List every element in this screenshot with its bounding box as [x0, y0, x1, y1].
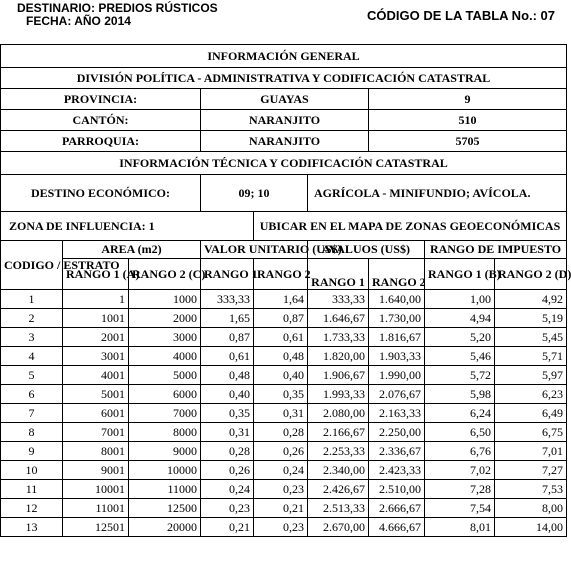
cell-area-r1: 2001 — [63, 328, 129, 347]
cell-area-r2: 3000 — [129, 328, 201, 347]
cell-aval-r1: 1.906,67 — [308, 366, 369, 385]
cell-imp-r1: 6,24 — [425, 404, 495, 423]
table-row — [1, 404, 567, 423]
cell-area-r2: 10000 — [129, 461, 201, 480]
cell-aval-r2: 2.510,00 — [369, 480, 425, 499]
table-row — [1, 347, 567, 366]
tecnica-title: INFORMACIÓN TÉCNICA Y CODIFICACIÓN CATASTRAL — [1, 152, 567, 175]
cell-aval-r2: 1.816,67 — [369, 328, 425, 347]
canton-value: NARANJITO — [201, 110, 369, 131]
col-aval-r1: RANGO 1 — [308, 259, 369, 290]
cell-valor-r2: 0,26 — [254, 442, 308, 461]
cell-codigo: 10 — [1, 461, 63, 480]
col-imp-r2: RANGO 2 (D) — [495, 259, 567, 290]
cell-aval-r2: 2.336,67 — [369, 442, 425, 461]
cell-imp-r1: 4,94 — [425, 309, 495, 328]
cell-valor-r1: 1,65 — [201, 309, 254, 328]
cell-valor-r1: 0,26 — [201, 461, 254, 480]
cell-valor-r1: 0,48 — [201, 366, 254, 385]
cell-area-r2: 9000 — [129, 442, 201, 461]
cell-area-r1: 8001 — [63, 442, 129, 461]
cell-codigo: 9 — [1, 442, 63, 461]
destinario-label: DESTINARIO: PREDIOS RÚSTICOS — [17, 1, 218, 15]
table-row — [1, 499, 567, 518]
col-area-header: AREA (m2) — [63, 241, 201, 259]
parroquia-code: 5705 — [369, 131, 567, 152]
cell-area-r1: 7001 — [63, 423, 129, 442]
cell-aval-r1: 2.080,00 — [308, 404, 369, 423]
cell-aval-r1: 1.733,33 — [308, 328, 369, 347]
table-row — [1, 423, 567, 442]
provincia-label: PROVINCIA: — [1, 89, 201, 110]
cell-imp-r2: 8,00 — [495, 499, 567, 518]
cell-imp-r2: 7,27 — [495, 461, 567, 480]
cell-valor-r1: 0,21 — [201, 518, 254, 537]
cell-codigo: 4 — [1, 347, 63, 366]
cell-imp-r1: 5,20 — [425, 328, 495, 347]
cell-codigo: 7 — [1, 404, 63, 423]
cell-area-r2: 20000 — [129, 518, 201, 537]
cell-imp-r2: 6,75 — [495, 423, 567, 442]
table-row — [1, 328, 567, 347]
cell-area-r2: 1000 — [129, 290, 201, 309]
cell-area-r1: 9001 — [63, 461, 129, 480]
cell-imp-r1: 7,54 — [425, 499, 495, 518]
cell-valor-r1: 0,87 — [201, 328, 254, 347]
cell-valor-r2: 0,35 — [254, 385, 308, 404]
cell-aval-r2: 1.640,00 — [369, 290, 425, 309]
cell-aval-r1: 2.253,33 — [308, 442, 369, 461]
cell-aval-r2: 2.250,00 — [369, 423, 425, 442]
codigo-tabla-label: CÓDIGO DE LA TABLA No.: 07 — [367, 8, 556, 23]
col-codigo-header: CODIGO / ESTRATO — [1, 241, 63, 290]
cell-imp-r1: 1,00 — [425, 290, 495, 309]
mapa-label: UBICAR EN EL MAPA DE ZONAS GEOECONÓMICAS — [254, 212, 567, 241]
cell-aval-r2: 1.990,00 — [369, 366, 425, 385]
cell-valor-r1: 0,61 — [201, 347, 254, 366]
col-aval-r2: RANGO 2 — [369, 259, 425, 290]
col-valor-r1: RANGO 1 — [201, 259, 254, 290]
cell-area-r2: 2000 — [129, 309, 201, 328]
cell-codigo: 12 — [1, 499, 63, 518]
cell-valor-r2: 0,23 — [254, 518, 308, 537]
table-row — [1, 518, 567, 537]
col-area-r2: RANGO 2 (C) — [129, 259, 201, 290]
canton-code: 510 — [369, 110, 567, 131]
cell-aval-r2: 2.163,33 — [369, 404, 425, 423]
cell-aval-r2: 2.423,33 — [369, 461, 425, 480]
cell-area-r1: 1001 — [63, 309, 129, 328]
col-valor-r2: RANGO 2 — [254, 259, 308, 290]
cell-imp-r2: 6,49 — [495, 404, 567, 423]
cell-codigo: 3 — [1, 328, 63, 347]
table-row — [1, 290, 567, 309]
cell-codigo: 5 — [1, 366, 63, 385]
cell-imp-r1: 5,46 — [425, 347, 495, 366]
cell-area-r2: 7000 — [129, 404, 201, 423]
cell-aval-r1: 333,33 — [308, 290, 369, 309]
canton-label: CANTÓN: — [1, 110, 201, 131]
cell-aval-r1: 2.670,00 — [308, 518, 369, 537]
destino-code: 09; 10 — [201, 175, 308, 212]
document-header — [17, 2, 218, 28]
division-title: DIVISIÓN POLÍTICA - ADMINISTRATIVA Y CODIFICACIÓN CATASTRAL — [1, 68, 567, 89]
cell-imp-r2: 14,00 — [495, 518, 567, 537]
cell-valor-r2: 0,61 — [254, 328, 308, 347]
cell-aval-r2: 2.666,67 — [369, 499, 425, 518]
cell-valor-r2: 0,28 — [254, 423, 308, 442]
table-row — [1, 480, 567, 499]
cell-aval-r2: 1.730,00 — [369, 309, 425, 328]
cell-imp-r2: 7,53 — [495, 480, 567, 499]
cell-valor-r2: 0,24 — [254, 461, 308, 480]
cell-aval-r2: 4.666,67 — [369, 518, 425, 537]
cell-valor-r2: 0,87 — [254, 309, 308, 328]
cell-valor-r1: 0,40 — [201, 385, 254, 404]
cell-valor-r2: 0,31 — [254, 404, 308, 423]
cell-valor-r2: 0,48 — [254, 347, 308, 366]
cell-codigo: 11 — [1, 480, 63, 499]
cell-valor-r1: 0,23 — [201, 499, 254, 518]
table-row — [1, 461, 567, 480]
cell-area-r2: 11000 — [129, 480, 201, 499]
cell-area-r1: 10001 — [63, 480, 129, 499]
table-row — [1, 385, 567, 404]
cell-imp-r2: 5,19 — [495, 309, 567, 328]
cell-codigo: 13 — [1, 518, 63, 537]
table-row — [1, 442, 567, 461]
col-avaluos-header: AVALUOS (US$) — [308, 241, 425, 259]
cell-area-r1: 3001 — [63, 347, 129, 366]
fecha-label: FECHA: AÑO 2014 — [26, 14, 131, 28]
cell-valor-r2: 0,21 — [254, 499, 308, 518]
cell-aval-r1: 1.646,67 — [308, 309, 369, 328]
cell-area-r1: 5001 — [63, 385, 129, 404]
cell-area-r1: 1 — [63, 290, 129, 309]
provincia-value: GUAYAS — [201, 89, 369, 110]
cell-imp-r2: 5,97 — [495, 366, 567, 385]
parroquia-value: NARANJITO — [201, 131, 369, 152]
cell-codigo: 6 — [1, 385, 63, 404]
col-imp-r1: RANGO 1 (B) — [425, 259, 495, 290]
cell-valor-r1: 0,24 — [201, 480, 254, 499]
cell-imp-r2: 5,71 — [495, 347, 567, 366]
cell-valor-r2: 0,23 — [254, 480, 308, 499]
cell-imp-r2: 6,23 — [495, 385, 567, 404]
cell-area-r1: 6001 — [63, 404, 129, 423]
col-valor-header: VALOR UNITARIO (US$) — [201, 241, 308, 259]
cell-aval-r1: 2.166,67 — [308, 423, 369, 442]
table-row — [1, 366, 567, 385]
cell-codigo: 1 — [1, 290, 63, 309]
cell-valor-r2: 0,40 — [254, 366, 308, 385]
cell-valor-r1: 0,31 — [201, 423, 254, 442]
col-area-r1: RANGO 1 (A) — [63, 259, 129, 290]
cell-area-r2: 5000 — [129, 366, 201, 385]
cell-valor-r1: 333,33 — [201, 290, 254, 309]
cell-area-r1: 11001 — [63, 499, 129, 518]
cell-aval-r1: 1.993,33 — [308, 385, 369, 404]
cell-valor-r1: 0,28 — [201, 442, 254, 461]
cell-imp-r2: 4,92 — [495, 290, 567, 309]
cell-area-r1: 4001 — [63, 366, 129, 385]
info-general-title: INFORMACIÓN GENERAL — [1, 45, 567, 68]
cell-imp-r2: 5,45 — [495, 328, 567, 347]
cell-aval-r1: 2.513,33 — [308, 499, 369, 518]
cell-valor-r2: 1,64 — [254, 290, 308, 309]
cell-imp-r1: 7,28 — [425, 480, 495, 499]
cell-area-r2: 12500 — [129, 499, 201, 518]
cell-aval-r2: 2.076,67 — [369, 385, 425, 404]
cell-area-r1: 12501 — [63, 518, 129, 537]
table-row — [1, 309, 567, 328]
zona-label: ZONA DE INFLUENCIA: 1 — [1, 212, 254, 241]
destino-desc: AGRÍCOLA - MINIFUNDIO; AVÍCOLA. — [308, 175, 567, 212]
cell-imp-r2: 7,01 — [495, 442, 567, 461]
cell-area-r2: 6000 — [129, 385, 201, 404]
cell-imp-r1: 5,72 — [425, 366, 495, 385]
provincia-code: 9 — [369, 89, 567, 110]
cell-area-r2: 4000 — [129, 347, 201, 366]
cell-imp-r1: 6,50 — [425, 423, 495, 442]
cell-imp-r1: 8,01 — [425, 518, 495, 537]
cell-aval-r1: 2.426,67 — [308, 480, 369, 499]
cell-area-r2: 8000 — [129, 423, 201, 442]
cell-aval-r2: 1.903,33 — [369, 347, 425, 366]
cell-imp-r1: 7,02 — [425, 461, 495, 480]
cell-codigo: 8 — [1, 423, 63, 442]
col-impuesto-header: RANGO DE IMPUESTO — [425, 241, 567, 259]
cell-aval-r1: 1.820,00 — [308, 347, 369, 366]
cell-imp-r1: 5,98 — [425, 385, 495, 404]
cell-imp-r1: 6,76 — [425, 442, 495, 461]
destino-label: DESTINO ECONÓMICO: — [1, 175, 201, 212]
cell-valor-r1: 0,35 — [201, 404, 254, 423]
valuation-table — [0, 44, 571, 537]
cell-codigo: 2 — [1, 309, 63, 328]
parroquia-label: PARROQUIA: — [1, 131, 201, 152]
cell-aval-r1: 2.340,00 — [308, 461, 369, 480]
